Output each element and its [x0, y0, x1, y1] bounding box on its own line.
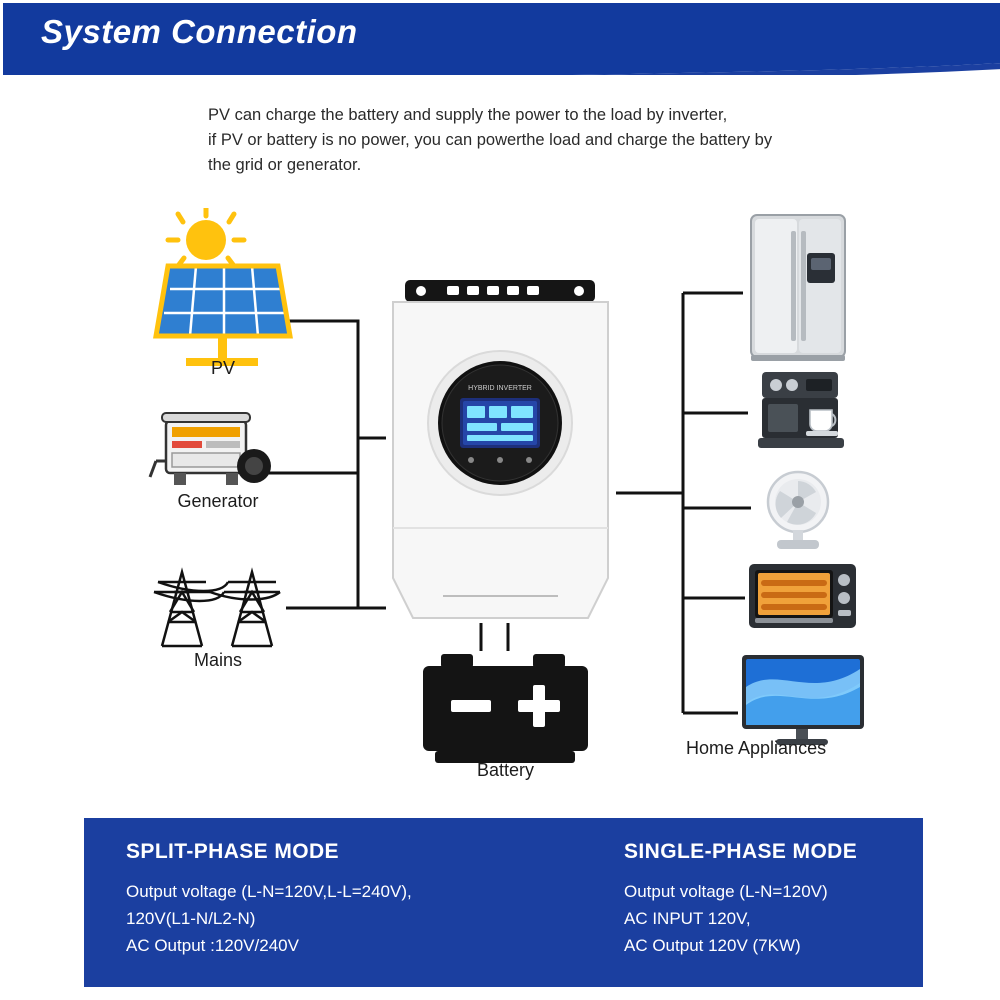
inverter-brand-text: HYBRID INVERTER: [468, 385, 532, 392]
intro-line-1: PV can charge the battery and supply the power to the load by inverter,: [208, 106, 728, 124]
page-header: [3, 3, 1000, 75]
appliance-coffee-machine: [748, 368, 858, 458]
single-phase-line-1: Output voltage (L-N=120V): [624, 882, 828, 901]
split-phase-title: SPLIT-PHASE MODE: [126, 840, 339, 863]
single-phase-title: SINGLE-PHASE MODE: [624, 840, 858, 863]
toaster-oven-icon: [745, 558, 860, 638]
single-phase-column: [624, 840, 954, 959]
split-phase-column: [126, 840, 526, 959]
refrigerator-icon: [743, 213, 853, 363]
television-icon: [738, 653, 868, 748]
generator-node: [148, 403, 288, 513]
pv-label: PV: [210, 358, 235, 378]
split-phase-line-1: Output voltage (L-N=120V,L-L=240V),: [126, 882, 412, 901]
generator-label: Generator: [177, 491, 259, 511]
intro-line-2: if PV or battery is no power, you can powerthe load and charge the battery by: [208, 131, 773, 149]
appliance-toaster-oven: [745, 558, 860, 638]
split-phase-line-2: 120V(L1-N/L2-N): [126, 909, 256, 928]
intro-line-3: the grid or generator.: [208, 156, 362, 174]
appliance-television: [738, 653, 868, 748]
mains-label: Mains: [193, 650, 242, 670]
page-title: System Connection: [41, 13, 358, 50]
battery-label: Battery: [476, 760, 535, 780]
mains-node: [148, 558, 293, 668]
single-phase-line-2: AC INPUT 120V,: [624, 909, 751, 928]
appliance-refrigerator: [743, 213, 853, 363]
solar-panel-icon: [138, 208, 308, 383]
intro-text: [208, 103, 908, 178]
inverter-node: [383, 278, 618, 623]
appliance-fan: [751, 468, 846, 553]
pv-node: [138, 208, 308, 383]
single-phase-line-3: AC Output 120V (7KW): [624, 936, 801, 955]
system-diagram: [3, 173, 1000, 813]
appliances-label: Home Appliances: [686, 738, 827, 758]
coffee-machine-icon: [748, 368, 858, 458]
battery-node: [413, 648, 598, 778]
split-phase-line-3: AC Output :120V/240V: [126, 936, 299, 955]
battery-icon: [413, 648, 598, 778]
hybrid-inverter-icon: [383, 278, 618, 623]
modes-panel: [81, 815, 926, 990]
fan-icon: [751, 468, 846, 553]
